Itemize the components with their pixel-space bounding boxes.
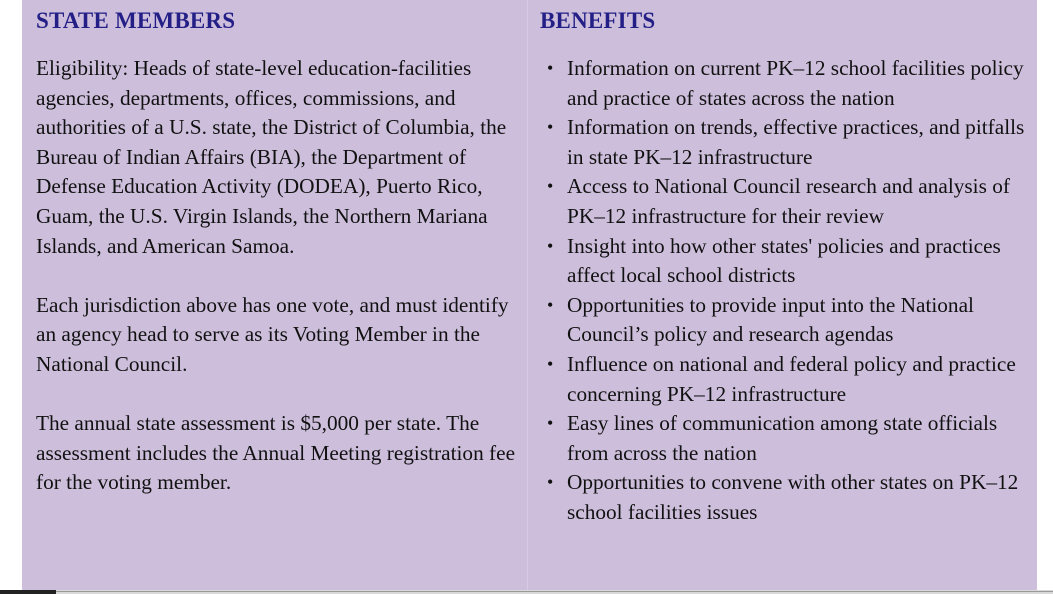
bullet-icon: •	[547, 413, 554, 434]
bullet-icon: •	[547, 176, 554, 197]
bullet-icon: •	[547, 353, 554, 374]
list-item	[545, 172, 1025, 231]
list-item	[545, 409, 1025, 468]
bullet-icon: •	[547, 235, 554, 256]
benefit-text: Opportunities to convene with other states on PK–12 school facilities issues	[567, 470, 1019, 524]
list-item	[545, 350, 1025, 409]
benefit-text: Information on trends, effective practices, and pitfalls in state PK–12 infrastructure	[567, 115, 1025, 169]
list-item	[545, 54, 1025, 113]
assessment-paragraph: The annual state assessment is $5,000 per state. The assessment includes the Annual Meeting registration fee for the voting member.	[36, 411, 516, 495]
benefits-list	[545, 54, 1025, 528]
bullet-icon: •	[547, 294, 554, 315]
bottom-edge-line	[56, 591, 1053, 592]
bullet-icon: •	[547, 117, 554, 138]
benefits-heading: BENEFITS	[540, 8, 656, 33]
benefit-text: Influence on national and federal policy and practice concerning PK–12 infrastructure	[567, 351, 1016, 406]
benefits-column	[545, 54, 1025, 528]
voting-paragraph: Each jurisdiction above has one vote, and must identify an agency head to serve as its Voting Member in the National Council.	[36, 292, 509, 376]
bullet-icon: •	[547, 58, 554, 78]
state-members-column	[36, 54, 516, 528]
list-item	[545, 468, 1025, 527]
benefit-text: Easy lines of communication among state officials from across the nation	[567, 411, 998, 465]
eligibility-paragraph: Eligibility: Heads of state-level education-facilities agencies, departments, offices, commissions, and authorities of a U.S. state, the District of Columbia, the Bureau of Indian Affairs (BIA), the Department of Defense Education Activity (DODEA), Puerto Rico, Guam, the U.S. Virgin Islands, the Northern Mariana Islands, and American Samoa.	[36, 56, 507, 258]
list-item	[545, 232, 1025, 291]
list-item	[545, 113, 1025, 172]
bottom-edge-strip	[0, 590, 1053, 594]
state-members-heading: STATE MEMBERS	[36, 8, 236, 33]
benefit-text: Information on current PK–12 school facilities policy and practice of states across the nation	[567, 56, 1024, 110]
benefit-text: Insight into how other states' policies and practices affect local school districts	[567, 233, 1001, 288]
bottom-edge-dark-segment	[0, 590, 56, 594]
benefit-text: Access to National Council research and analysis of PK–12 infrastructure for their review	[567, 174, 1010, 228]
column-divider	[527, 0, 528, 590]
bullet-icon: •	[547, 472, 554, 493]
list-item	[545, 291, 1025, 350]
benefit-text: Opportunities to provide input into the National Council’s policy and research agendas	[567, 292, 974, 347]
